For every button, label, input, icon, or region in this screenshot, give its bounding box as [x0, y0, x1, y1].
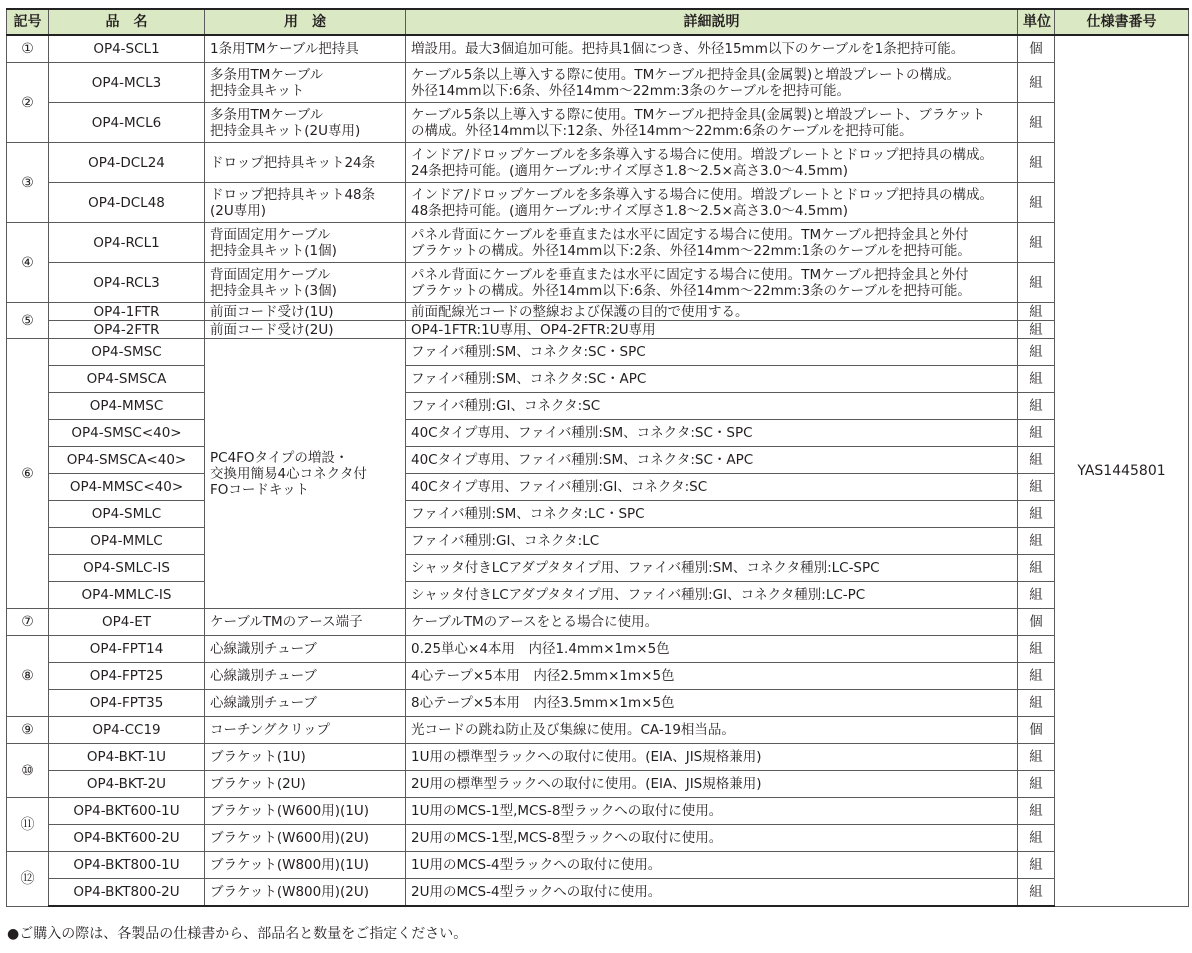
table-row: [7, 690, 1189, 717]
product-name-cell: OP4-FPT14: [49, 636, 205, 663]
detail-cell: ケーブル5条以上導入する際に使用。TMケーブル把持金具(金属製)と増設プレートの構成。 外径14mm以下:6条、外径14mm〜22mm:3条のケーブルを把持可能。: [406, 63, 1018, 103]
purchase-note: ●ご購入の際は、各製品の仕様書から、部品名と数量をご指定ください。: [7, 926, 468, 942]
detail-cell: ファイバ種別:SM、コネクタ:SC・APC: [406, 366, 1018, 393]
detail-cell: OP4-1FTR:1U専用、OP4-2FTR:2U専用: [406, 321, 1018, 339]
detail-cell: シャッタ付きLCアダプタタイプ用、ファイバ種別:SM、コネクタ種別:LC-SPC: [406, 555, 1018, 582]
usage-cell: ブラケット(2U): [205, 771, 406, 798]
table-row: [7, 263, 1189, 303]
detail-cell: ファイバ種別:GI、コネクタ:LC: [406, 528, 1018, 555]
detail-cell: インドア/ドロップケーブルを多条導入する場合に使用。増設プレートとドロップ把持具の構成。 48条把持可能。(適用ケーブル:サイズ厚さ1.8〜2.5×高さ3.0〜4.5mm): [406, 183, 1018, 223]
product-name-cell: OP4-SMSC<40>: [49, 420, 205, 447]
detail-cell: 40Cタイプ専用、ファイバ種別:SM、コネクタ:SC・APC: [406, 447, 1018, 474]
mark-cell: ⑩: [7, 744, 49, 798]
spec-number-cell: YAS1445801: [1055, 35, 1189, 906]
table-row: [7, 474, 1189, 501]
unit-cell: 組: [1018, 636, 1055, 663]
mark-cell: ④: [7, 223, 49, 303]
product-name-cell: OP4-SMSCA: [49, 366, 205, 393]
product-name-cell: OP4-BKT600-1U: [49, 798, 205, 825]
table-row: [7, 771, 1189, 798]
product-name-cell: OP4-1FTR: [49, 303, 205, 321]
unit-cell: 組: [1018, 103, 1055, 143]
detail-cell: 光コードの跳ね防止及び集線に使用。CA-19相当品。: [406, 717, 1018, 744]
table-row: [7, 303, 1189, 321]
mark-cell: ⑦: [7, 609, 49, 636]
unit-cell: 組: [1018, 798, 1055, 825]
detail-cell: 2U用のMCS-1型,MCS-8型ラックへの取付に使用。: [406, 825, 1018, 852]
unit-cell: 組: [1018, 690, 1055, 717]
detail-cell: 2U用の標準型ラックへの取付に使用。(EIA、JIS規格兼用): [406, 771, 1018, 798]
table-row: [7, 35, 1189, 63]
detail-cell: シャッタ付きLCアダプタタイプ用、ファイバ種別:GI、コネクタ種別:LC-PC: [406, 582, 1018, 609]
product-name-cell: OP4-RCL1: [49, 223, 205, 263]
unit-cell: 個: [1018, 35, 1055, 63]
header-detail: 詳細説明: [406, 9, 1018, 35]
unit-cell: 組: [1018, 879, 1055, 907]
table-row: [7, 555, 1189, 582]
unit-cell: 組: [1018, 474, 1055, 501]
table-row: [7, 420, 1189, 447]
table-row: [7, 609, 1189, 636]
detail-cell: 0.25単心×4本用 内径1.4mm×1m×5色: [406, 636, 1018, 663]
product-name-cell: OP4-2FTR: [49, 321, 205, 339]
unit-cell: 組: [1018, 321, 1055, 339]
usage-cell: 1条用TMケーブル把持具: [205, 35, 406, 63]
mark-cell: ⑥: [7, 339, 49, 609]
unit-cell: 組: [1018, 663, 1055, 690]
mark-cell: ⑪: [7, 798, 49, 852]
product-name-cell: OP4-MMSC: [49, 393, 205, 420]
detail-cell: パネル背面にケーブルを垂直または水平に固定する場合に使用。TMケーブル把持金具と外付 ブラケットの構成。外径14mm以下:2条、外径14mm〜22mm:1条のケーブルを把持可能。: [406, 223, 1018, 263]
table-row: [7, 663, 1189, 690]
product-name-cell: OP4-MMLC-IS: [49, 582, 205, 609]
product-name-cell: OP4-MMLC: [49, 528, 205, 555]
product-name-cell: OP4-SMLC-IS: [49, 555, 205, 582]
mark-cell: ①: [7, 35, 49, 63]
product-name-cell: OP4-SMSCA<40>: [49, 447, 205, 474]
detail-cell: ケーブルTMのアースをとる場合に使用。: [406, 609, 1018, 636]
table-row: [7, 103, 1189, 143]
unit-cell: 組: [1018, 263, 1055, 303]
options-table: [6, 8, 1189, 907]
detail-cell: 前面配線光コードの整線および保護の目的で使用する。: [406, 303, 1018, 321]
mark-cell: ⑫: [7, 852, 49, 907]
usage-cell: ブラケット(W600用)(1U): [205, 798, 406, 825]
detail-cell: 8心テープ×5本用 内径3.5mm×1m×5色: [406, 690, 1018, 717]
usage-cell: ブラケット(1U): [205, 744, 406, 771]
product-name-cell: OP4-SMSC: [49, 339, 205, 366]
unit-cell: 組: [1018, 852, 1055, 879]
table-row: [7, 143, 1189, 183]
table-row: [7, 582, 1189, 609]
product-name-cell: OP4-ET: [49, 609, 205, 636]
product-name-cell: OP4-SCL1: [49, 35, 205, 63]
detail-cell: 1U用のMCS-4型ラックへの取付に使用。: [406, 852, 1018, 879]
table-row: [7, 717, 1189, 744]
table-row: [7, 183, 1189, 223]
usage-cell: 心線識別チューブ: [205, 636, 406, 663]
usage-cell: ブラケット(W600用)(2U): [205, 825, 406, 852]
detail-cell: ケーブル5条以上導入する際に使用。TMケーブル把持金具(金属製)と増設プレート、ブラケット の構成。外径14mm以下:12条、外径14mm〜22mm:6条のケーブルを把持可能。: [406, 103, 1018, 143]
unit-cell: 組: [1018, 825, 1055, 852]
unit-cell: 個: [1018, 717, 1055, 744]
unit-cell: 組: [1018, 183, 1055, 223]
usage-cell: 前面コード受け(2U): [205, 321, 406, 339]
mark-cell: ③: [7, 143, 49, 223]
usage-cell: ドロップ把持具キット24条: [205, 143, 406, 183]
usage-cell: 背面固定用ケーブル 把持金具キット(3個): [205, 263, 406, 303]
table-row: [7, 63, 1189, 103]
detail-cell: 40Cタイプ専用、ファイバ種別:SM、コネクタ:SC・SPC: [406, 420, 1018, 447]
product-name-cell: OP4-DCL48: [49, 183, 205, 223]
product-name-cell: OP4-BKT800-2U: [49, 879, 205, 907]
usage-cell: 多条用TMケーブル 把持金具キット: [205, 63, 406, 103]
unit-cell: 組: [1018, 771, 1055, 798]
unit-cell: 組: [1018, 555, 1055, 582]
table-row: [7, 744, 1189, 771]
table-row: [7, 798, 1189, 825]
unit-cell: 組: [1018, 447, 1055, 474]
usage-cell: 前面コード受け(1U): [205, 303, 406, 321]
usage-cell: ブラケット(W800用)(2U): [205, 879, 406, 907]
unit-cell: 組: [1018, 528, 1055, 555]
usage-cell: PC4FOタイプの増設・ 交換用簡易4心コネクタ付 FOコードキット: [205, 339, 406, 609]
table-row: [7, 501, 1189, 528]
product-name-cell: OP4-BKT800-1U: [49, 852, 205, 879]
product-name-cell: OP4-BKT-1U: [49, 744, 205, 771]
mark-cell: ⑧: [7, 636, 49, 717]
detail-cell: ファイバ種別:GI、コネクタ:SC: [406, 393, 1018, 420]
header-mark: 記号: [7, 9, 49, 35]
detail-cell: 4心テープ×5本用 内径2.5mm×1m×5色: [406, 663, 1018, 690]
options-table-container: [6, 8, 1188, 907]
mark-cell: ②: [7, 63, 49, 143]
detail-cell: パネル背面にケーブルを垂直または水平に固定する場合に使用。TMケーブル把持金具と外付 ブラケットの構成。外径14mm以下:6条、外径14mm〜22mm:3条のケーブルを把持可能。: [406, 263, 1018, 303]
detail-cell: 40Cタイプ専用、ファイバ種別:GI、コネクタ:SC: [406, 474, 1018, 501]
unit-cell: 組: [1018, 303, 1055, 321]
usage-cell: ドロップ把持具キット48条 (2U専用): [205, 183, 406, 223]
usage-cell: ケーブルTMのアース端子: [205, 609, 406, 636]
table-row: [7, 393, 1189, 420]
product-name-cell: OP4-RCL3: [49, 263, 205, 303]
product-name-cell: OP4-FPT35: [49, 690, 205, 717]
detail-cell: 1U用のMCS-1型,MCS-8型ラックへの取付に使用。: [406, 798, 1018, 825]
table-row: [7, 447, 1189, 474]
product-name-cell: OP4-FPT25: [49, 663, 205, 690]
unit-cell: 組: [1018, 63, 1055, 103]
detail-cell: ファイバ種別:SM、コネクタ:LC・SPC: [406, 501, 1018, 528]
product-name-cell: OP4-DCL24: [49, 143, 205, 183]
detail-cell: ファイバ種別:SM、コネクタ:SC・SPC: [406, 339, 1018, 366]
table-row: [7, 528, 1189, 555]
detail-cell: 2U用のMCS-4型ラックへの取付に使用。: [406, 879, 1018, 907]
usage-cell: ブラケット(W800用)(1U): [205, 852, 406, 879]
header-spec-number: 仕様書番号: [1055, 9, 1189, 35]
unit-cell: 組: [1018, 143, 1055, 183]
table-body: [7, 35, 1189, 906]
unit-cell: 組: [1018, 420, 1055, 447]
table-row: [7, 825, 1189, 852]
header-product-name: 品 名: [49, 9, 205, 35]
table-row: [7, 852, 1189, 879]
product-name-cell: OP4-BKT-2U: [49, 771, 205, 798]
table-row: [7, 339, 1189, 366]
table-row: [7, 366, 1189, 393]
product-name-cell: OP4-MCL3: [49, 63, 205, 103]
product-name-cell: OP4-SMLC: [49, 501, 205, 528]
table-row: [7, 636, 1189, 663]
unit-cell: 組: [1018, 582, 1055, 609]
usage-cell: 心線識別チューブ: [205, 690, 406, 717]
unit-cell: 組: [1018, 393, 1055, 420]
product-name-cell: OP4-CC19: [49, 717, 205, 744]
table-row: [7, 321, 1189, 339]
unit-cell: 組: [1018, 744, 1055, 771]
header-unit: 単位: [1018, 9, 1055, 35]
mark-cell: ⑤: [7, 303, 49, 339]
usage-cell: 心線識別チューブ: [205, 663, 406, 690]
detail-cell: 1U用の標準型ラックへの取付に使用。(EIA、JIS規格兼用): [406, 744, 1018, 771]
detail-cell: 増設用。最大3個追加可能。把持具1個につき、外径15mm以下のケーブルを1条把持可能。: [406, 35, 1018, 63]
unit-cell: 組: [1018, 339, 1055, 366]
table-row: [7, 223, 1189, 263]
usage-cell: コーチングクリップ: [205, 717, 406, 744]
unit-cell: 組: [1018, 366, 1055, 393]
unit-cell: 個: [1018, 609, 1055, 636]
usage-cell: 多条用TMケーブル 把持金具キット(2U専用): [205, 103, 406, 143]
unit-cell: 組: [1018, 501, 1055, 528]
header-usage: 用 途: [205, 9, 406, 35]
product-name-cell: OP4-BKT600-2U: [49, 825, 205, 852]
product-name-cell: OP4-MCL6: [49, 103, 205, 143]
usage-cell: 背面固定用ケーブル 把持金具キット(1個): [205, 223, 406, 263]
detail-cell: インドア/ドロップケーブルを多条導入する場合に使用。増設プレートとドロップ把持具の構成。 24条把持可能。(適用ケーブル:サイズ厚さ1.8〜2.5×高さ3.0〜4.5mm): [406, 143, 1018, 183]
header-row: [7, 9, 1189, 35]
unit-cell: 組: [1018, 223, 1055, 263]
table-row: [7, 879, 1189, 907]
product-name-cell: OP4-MMSC<40>: [49, 474, 205, 501]
mark-cell: ⑨: [7, 717, 49, 744]
